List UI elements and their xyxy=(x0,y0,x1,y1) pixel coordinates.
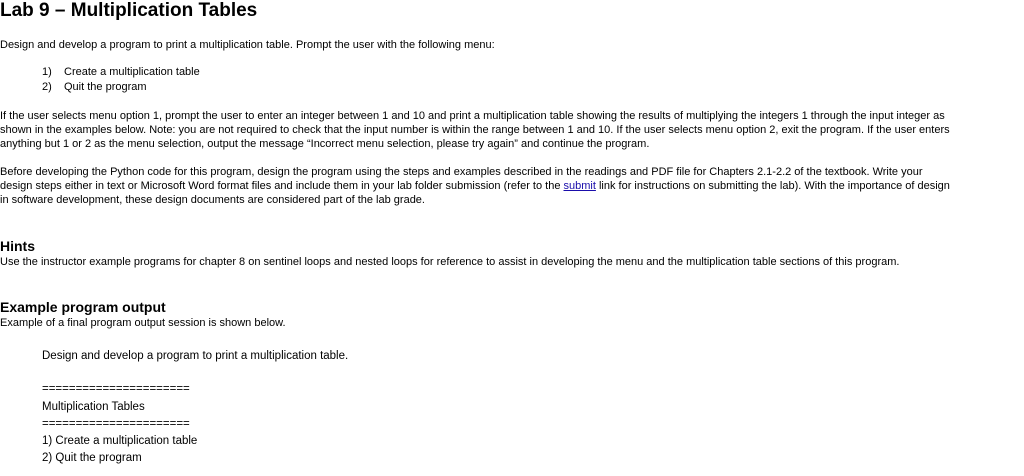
page-title: Lab 9 – Multiplication Tables xyxy=(0,0,258,21)
menu-item-label: Create a multiplication table xyxy=(64,66,200,78)
example-heading: Example program output xyxy=(0,299,166,315)
hints-heading: Hints xyxy=(0,238,35,254)
menu-item-number: 2) xyxy=(42,81,52,93)
output-separator-top: ====================== xyxy=(42,383,190,395)
instructions-line-2: shown in the examples below. Note: you are not required to check that the input number is within the range between 1 and 10. If the user selects menu option 2, exit the program. If the user enters xyxy=(0,124,950,136)
design-line-3: in software development, these design documents are considered part of the lab grade. xyxy=(0,194,425,206)
design-line-2 xyxy=(0,179,950,193)
instructions-line-3: anything but 1 or 2 as the menu selection, output the message “Incorrect menu selection, please try again” and continue the program. xyxy=(0,138,650,150)
submit-link[interactable]: submit xyxy=(563,180,596,192)
design-line-2-end: link for instructions on submitting the lab). With the importance of design xyxy=(595,180,950,192)
hints-text: Use the instructor example programs for chapter 8 on sentinel loops and nested loops for reference to assist in developing the menu and the multiplication table sections of this program. xyxy=(0,256,900,268)
design-line-1: Before developing the Python code for this program, design the program using the steps and examples described in the readings and PDF file for Chapters 2.1-2.2 of the textbook. Write your xyxy=(0,166,923,178)
menu-item-number: 1) xyxy=(42,66,52,78)
output-option-1: 1) Create a multiplication table xyxy=(42,435,198,447)
menu-list-item-1 xyxy=(42,65,200,79)
output-option-2: 2) Quit the program xyxy=(42,452,142,464)
instructions-line-1: If the user selects menu option 1, prompt the user to enter an integer between 1 and 10 and print a multiplication table showing the results of multiplying the integers 1 through the input integer as xyxy=(0,110,945,122)
output-separator-bottom: ====================== xyxy=(42,418,190,430)
menu-list-item-2 xyxy=(42,80,147,94)
output-intro-line: Design and develop a program to print a multiplication table. xyxy=(42,350,349,362)
output-menu-title: Multiplication Tables xyxy=(42,401,145,413)
menu-item-label: Quit the program xyxy=(64,81,147,93)
intro-text: Design and develop a program to print a multiplication table. Prompt the user with the following menu: xyxy=(0,39,495,51)
example-subtext: Example of a final program output session is shown below. xyxy=(0,317,286,329)
design-line-2-start: design steps either in text or Microsoft Word format files and include them in your lab folder submission (refer to the xyxy=(0,180,564,192)
